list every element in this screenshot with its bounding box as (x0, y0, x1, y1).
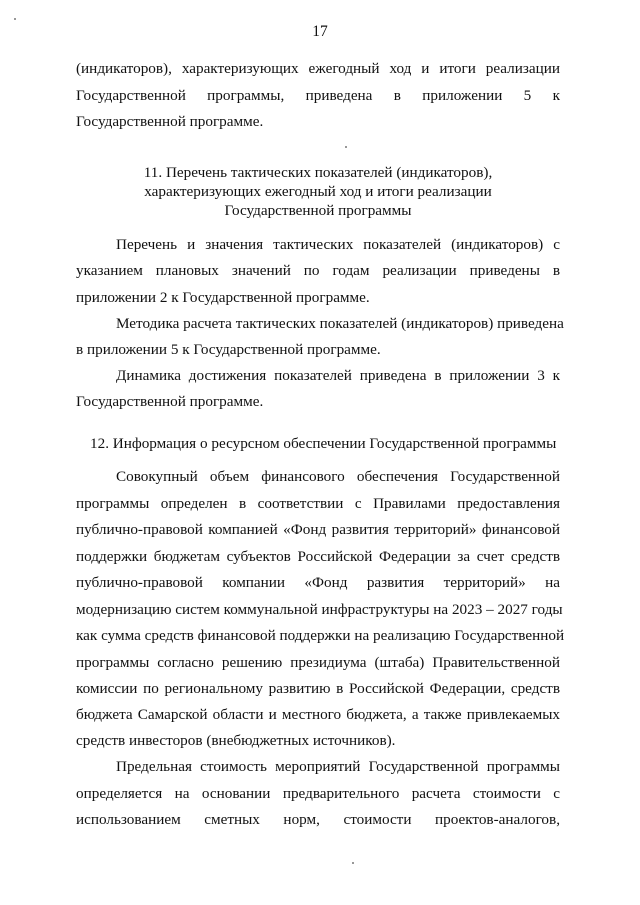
section-11-para-2-line-1: Методика расчета тактических показателей (индикаторов) приведена (116, 315, 564, 332)
section-11-para-3-line-2: Государственной программе. (76, 393, 264, 410)
section-11-para-1-line-2: указанием плановых значений по годам реализации приведены в (76, 262, 560, 279)
intro-line-2: Государственной программы, приведена в приложении 5 к (76, 87, 560, 104)
section-11-heading-line-1: 11. Перечень тактических показателей (индикаторов), (143, 164, 493, 181)
intro-line-3: Государственной программе. (76, 113, 264, 130)
section-12-para-1-line-3: публично-правовой компанией «Фонд развития территорий» финансовой (76, 521, 560, 538)
scan-speck (352, 862, 354, 864)
section-12-para-1-line-10: бюджета Самарской области и местного бюджета, а также привлекаемых (76, 706, 560, 723)
scan-speck (345, 146, 347, 148)
section-11-heading-line-2: характеризующих ежегодный ход и итоги реализации (144, 183, 492, 200)
section-12-para-1-line-4: поддержки бюджетам субъектов Российской Федерации за счет средств (76, 548, 560, 565)
scan-speck (14, 18, 16, 20)
intro-line-1: (индикаторов), характеризующих ежегодный ход и итоги реализации (76, 60, 560, 77)
section-12-heading: 12. Информация о ресурсном обеспечении Государственной программы (90, 435, 557, 452)
section-11-para-1-line-1: Перечень и значения тактических показателей (индикаторов) с (116, 236, 560, 253)
section-12-para-1-line-6: модернизацию систем коммунальной инфраструктуры на 2023 – 2027 годы (76, 601, 563, 618)
section-12-para-1-line-1: Совокупный объем финансового обеспечения Государственной (116, 468, 560, 485)
section-12-para-1-line-8: программы согласно решению президиума (штаба) Правительственной (76, 654, 560, 671)
section-12-para-1-line-5: публично-правовой компании «Фонд развития территорий» на (76, 574, 560, 591)
section-12-para-1-line-2: программы определен в соответствии с Правилами предоставления (76, 495, 560, 512)
page-number: 17 (312, 23, 328, 40)
section-12-para-2-line-2: определяется на основании предварительного расчета стоимости с (76, 785, 560, 802)
section-11-para-3-line-1: Динамика достижения показателей приведена в приложении 3 к (116, 367, 560, 384)
section-12-para-2-line-3: использованием сметных норм, стоимости проектов-аналогов, (76, 811, 560, 828)
section-12-para-1-line-7: как сумма средств финансовой поддержки на реализацию Государственной (76, 627, 565, 644)
section-12-para-2-line-1: Предельная стоимость мероприятий Государственной программы (116, 758, 560, 775)
section-12-para-1-line-9: комиссии по региональному развитию в Российской Федерации, средств (76, 680, 560, 697)
section-11-para-1-line-3: приложении 2 к Государственной программе. (76, 289, 370, 306)
section-11-para-2-line-2: в приложении 5 к Государственной программе. (76, 341, 381, 358)
section-12-para-1-line-11: средств инвесторов (внебюджетных источников). (76, 732, 396, 749)
section-11-heading-line-3: Государственной программы (224, 202, 412, 219)
